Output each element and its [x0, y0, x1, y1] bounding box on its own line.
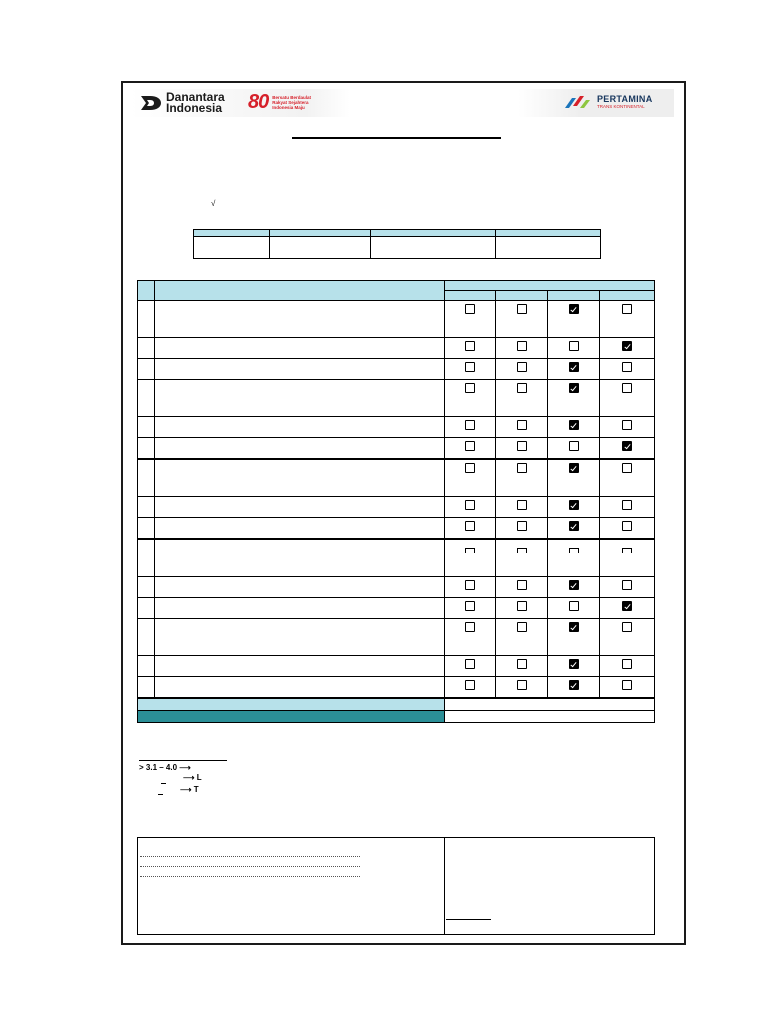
criteria-cell: [155, 598, 445, 619]
rating-cell: [496, 497, 548, 518]
checkbox-icon[interactable]: [517, 463, 527, 473]
checkbox-icon[interactable]: [465, 521, 475, 531]
checked-checkbox-icon[interactable]: [569, 680, 579, 690]
anniversary-number: 80: [248, 91, 269, 113]
rating-cell: [496, 301, 548, 338]
checked-checkbox-icon[interactable]: [569, 463, 579, 473]
checkbox-icon[interactable]: [622, 500, 632, 510]
rating-cell: [445, 497, 496, 518]
checkbox-icon[interactable]: [465, 341, 475, 351]
rating-row: [138, 459, 655, 497]
rating-row: [138, 619, 655, 656]
row-number-cell: [138, 338, 155, 359]
checkbox-icon[interactable]: [622, 659, 632, 669]
row-number-cell: [138, 677, 155, 699]
danantara-logo-line2: Indonesia: [166, 101, 223, 115]
criteria-cell: [155, 438, 445, 460]
rating-cell: [548, 359, 600, 380]
rating-cell: [445, 338, 496, 359]
row-number-cell: [138, 497, 155, 518]
checkbox-icon[interactable]: [465, 601, 475, 611]
legend-underline: [139, 760, 227, 761]
rating-cell: [496, 577, 548, 598]
checkbox-icon[interactable]: [622, 420, 632, 430]
rating-row: [138, 438, 655, 460]
checkbox-icon[interactable]: [517, 580, 527, 590]
checkbox-icon[interactable]: [622, 548, 632, 553]
rating-row: [138, 359, 655, 380]
rating-cell: [445, 619, 496, 656]
checked-checkbox-icon[interactable]: [622, 441, 632, 451]
rating-col-header: [496, 291, 548, 301]
checkbox-icon[interactable]: [517, 680, 527, 690]
checkbox-icon[interactable]: [622, 383, 632, 393]
criteria-cell: [155, 656, 445, 677]
row-number-cell: [138, 380, 155, 417]
rating-cell: [548, 577, 600, 598]
criteria-cell: [155, 518, 445, 540]
notes-dotted-line[interactable]: [140, 866, 360, 867]
row-number-cell: [138, 359, 155, 380]
criteria-cell: [155, 539, 445, 577]
checked-checkbox-icon[interactable]: [569, 500, 579, 510]
pertamina-mark-icon: [563, 94, 593, 110]
rating-cell: [600, 518, 655, 540]
legend-dash: [161, 783, 166, 784]
checked-checkbox-icon[interactable]: [569, 420, 579, 430]
row-number-cell: [138, 459, 155, 497]
rating-cell: [496, 619, 548, 656]
rating-col-header: [445, 291, 496, 301]
criteria-cell: [155, 677, 445, 699]
checkbox-icon[interactable]: [569, 548, 579, 553]
checkbox-icon[interactable]: [517, 362, 527, 372]
legend-dash: [158, 794, 163, 795]
rating-row: [138, 539, 655, 577]
rating-cell: [548, 518, 600, 540]
checkbox-icon[interactable]: [569, 441, 579, 451]
pertamina-name: PERTAMINA: [597, 93, 653, 104]
danantara-logo: [140, 92, 225, 114]
info-cell[interactable]: [270, 237, 371, 259]
rating-row: [138, 301, 655, 338]
checkbox-icon[interactable]: [622, 680, 632, 690]
checked-checkbox-icon[interactable]: [569, 304, 579, 314]
rating-cell: [548, 301, 600, 338]
rating-row: [138, 417, 655, 438]
info-table-values: [194, 237, 601, 259]
danantara-mark-icon: [140, 95, 162, 111]
rating-cell: [548, 539, 600, 577]
rating-cell: [445, 459, 496, 497]
checkbox-icon[interactable]: [622, 622, 632, 632]
criteria-cell: [155, 359, 445, 380]
anniversary-line2: Rakyat Sejahtera: [272, 99, 309, 105]
rating-row: [138, 656, 655, 677]
checkbox-icon[interactable]: [569, 601, 579, 611]
rating-row: [138, 598, 655, 619]
checkbox-icon[interactable]: [465, 548, 475, 553]
final-row: [138, 711, 655, 723]
checked-checkbox-icon[interactable]: [569, 622, 579, 632]
checked-checkbox-icon[interactable]: [622, 341, 632, 351]
rating-cell: [548, 497, 600, 518]
rating-cell: [600, 598, 655, 619]
notes-dotted-line[interactable]: [140, 876, 360, 877]
checked-checkbox-icon[interactable]: [569, 659, 579, 669]
rating-cell: [496, 598, 548, 619]
checked-checkbox-icon[interactable]: [569, 362, 579, 372]
rating-cell: [445, 301, 496, 338]
rating-cell: [496, 539, 548, 577]
checkbox-icon[interactable]: [465, 659, 475, 669]
info-cell[interactable]: [194, 237, 270, 259]
checkbox-icon[interactable]: [517, 521, 527, 531]
rating-row: [138, 380, 655, 417]
legend-arrow-l: ⟶ L: [183, 773, 202, 782]
title-underline: [292, 137, 501, 139]
rating-cell: [445, 656, 496, 677]
row-number-cell: [138, 656, 155, 677]
rating-cell: [548, 459, 600, 497]
no-header-cell: [138, 281, 155, 301]
checkbox-icon[interactable]: [517, 420, 527, 430]
rating-cell: [600, 619, 655, 656]
info-table: [193, 229, 601, 259]
rating-cell: [548, 598, 600, 619]
criteria-cell: [155, 459, 445, 497]
checkbox-icon[interactable]: [465, 680, 475, 690]
checkbox-icon[interactable]: [569, 341, 579, 351]
checked-checkbox-icon[interactable]: [622, 601, 632, 611]
checkbox-icon[interactable]: [517, 548, 527, 553]
rating-cell: [600, 417, 655, 438]
checkbox-icon[interactable]: [622, 362, 632, 372]
rating-cell: [445, 417, 496, 438]
rating-cell: [496, 459, 548, 497]
checkbox-icon[interactable]: [517, 441, 527, 451]
row-number-cell: [138, 598, 155, 619]
rating-cell: [600, 338, 655, 359]
rating-row: [138, 338, 655, 359]
rating-cell: [600, 577, 655, 598]
rating-cell: [548, 438, 600, 460]
final-label-cell: [138, 711, 445, 723]
danantara-logo-line1: Danantara: [166, 90, 225, 104]
notes-dotted-line[interactable]: [140, 856, 360, 857]
rating-row: [138, 518, 655, 540]
info-cell[interactable]: [496, 237, 601, 259]
final-value-cell: [445, 711, 655, 723]
checkbox-icon[interactable]: [517, 622, 527, 632]
rating-cell: [496, 518, 548, 540]
checkbox-icon[interactable]: [517, 659, 527, 669]
rating-header-row1: [138, 281, 655, 291]
rating-cell: [600, 438, 655, 460]
info-cell[interactable]: [371, 237, 496, 259]
notes-divider: [444, 837, 445, 935]
rating-cell: [600, 677, 655, 699]
total-value-cell: [445, 698, 655, 711]
checkbox-icon[interactable]: [622, 304, 632, 314]
criteria-cell: [155, 497, 445, 518]
checkbox-icon[interactable]: [465, 500, 475, 510]
checkbox-icon[interactable]: [465, 304, 475, 314]
rating-col-header: [600, 291, 655, 301]
anniversary-line3: Indonesia Maju: [272, 104, 305, 110]
rating-cell: [445, 359, 496, 380]
rating-cell: [496, 380, 548, 417]
signature-line: [446, 919, 491, 920]
criteria-cell: [155, 338, 445, 359]
rating-cell: [548, 417, 600, 438]
checkbox-icon[interactable]: [465, 441, 475, 451]
rating-cell: [445, 577, 496, 598]
check-symbol: √: [211, 199, 216, 208]
rating-cell: [600, 656, 655, 677]
legend-arrow-t: ⟶ T: [180, 785, 199, 794]
rating-cell: [496, 677, 548, 699]
anniversary-line1: Bersatu Berdaulat: [272, 94, 312, 100]
criteria-cell: [155, 619, 445, 656]
rating-cell: [445, 380, 496, 417]
rating-cell: [496, 656, 548, 677]
row-number-cell: [138, 518, 155, 540]
pertamina-subtitle: TRANS KONTINENTAL: [597, 103, 645, 109]
rating-table: [137, 280, 655, 723]
checkbox-icon[interactable]: [622, 463, 632, 473]
rating-row: [138, 577, 655, 598]
rating-row: [138, 677, 655, 699]
criteria-cell: [155, 577, 445, 598]
checked-checkbox-icon[interactable]: [569, 521, 579, 531]
row-number-cell: [138, 417, 155, 438]
rating-cell: [496, 338, 548, 359]
checkbox-icon[interactable]: [465, 463, 475, 473]
rating-cell: [548, 677, 600, 699]
row-number-cell: [138, 438, 155, 460]
anniversary-logo: [248, 93, 311, 111]
rating-cell: [445, 539, 496, 577]
checked-checkbox-icon[interactable]: [569, 383, 579, 393]
rating-cell: [445, 438, 496, 460]
rating-cell: [600, 497, 655, 518]
checkbox-icon[interactable]: [517, 341, 527, 351]
checkbox-icon[interactable]: [517, 383, 527, 393]
row-number-cell: [138, 301, 155, 338]
row-number-cell: [138, 539, 155, 577]
pertamina-logo: [563, 94, 653, 110]
checkbox-icon[interactable]: [517, 601, 527, 611]
rating-cell: [496, 359, 548, 380]
rating-cell: [548, 619, 600, 656]
row-number-cell: [138, 619, 155, 656]
rating-cell: [600, 301, 655, 338]
rating-cell: [548, 380, 600, 417]
checkbox-icon[interactable]: [465, 622, 475, 632]
rating-header-cell: [445, 281, 655, 291]
checked-checkbox-icon[interactable]: [569, 580, 579, 590]
checkbox-icon[interactable]: [517, 500, 527, 510]
criteria-cell: [155, 417, 445, 438]
criteria-cell: [155, 380, 445, 417]
rating-cell: [600, 359, 655, 380]
checkbox-icon[interactable]: [622, 521, 632, 531]
rating-row: [138, 497, 655, 518]
rating-cell: [600, 539, 655, 577]
total-label-cell: [138, 698, 445, 711]
criteria-header-cell: [155, 281, 445, 301]
rating-cell: [600, 459, 655, 497]
checkbox-icon[interactable]: [622, 580, 632, 590]
checkbox-icon[interactable]: [465, 383, 475, 393]
checkbox-icon[interactable]: [465, 420, 475, 430]
rating-cell: [548, 338, 600, 359]
info-table-header: [194, 230, 601, 237]
rating-cell: [445, 598, 496, 619]
rating-cell: [496, 417, 548, 438]
rating-cell: [445, 518, 496, 540]
rating-cell: [548, 656, 600, 677]
rating-cell: [496, 438, 548, 460]
total-row: [138, 698, 655, 711]
legend-range: > 3.1 – 4.0 ⟶: [139, 763, 191, 772]
checkbox-icon[interactable]: [465, 580, 475, 590]
rating-cell: [445, 677, 496, 699]
checkbox-icon[interactable]: [517, 304, 527, 314]
row-number-cell: [138, 577, 155, 598]
rating-col-header: [548, 291, 600, 301]
checkbox-icon[interactable]: [465, 362, 475, 372]
rating-cell: [600, 380, 655, 417]
notes-signature-box: [137, 837, 655, 935]
criteria-cell: [155, 301, 445, 338]
